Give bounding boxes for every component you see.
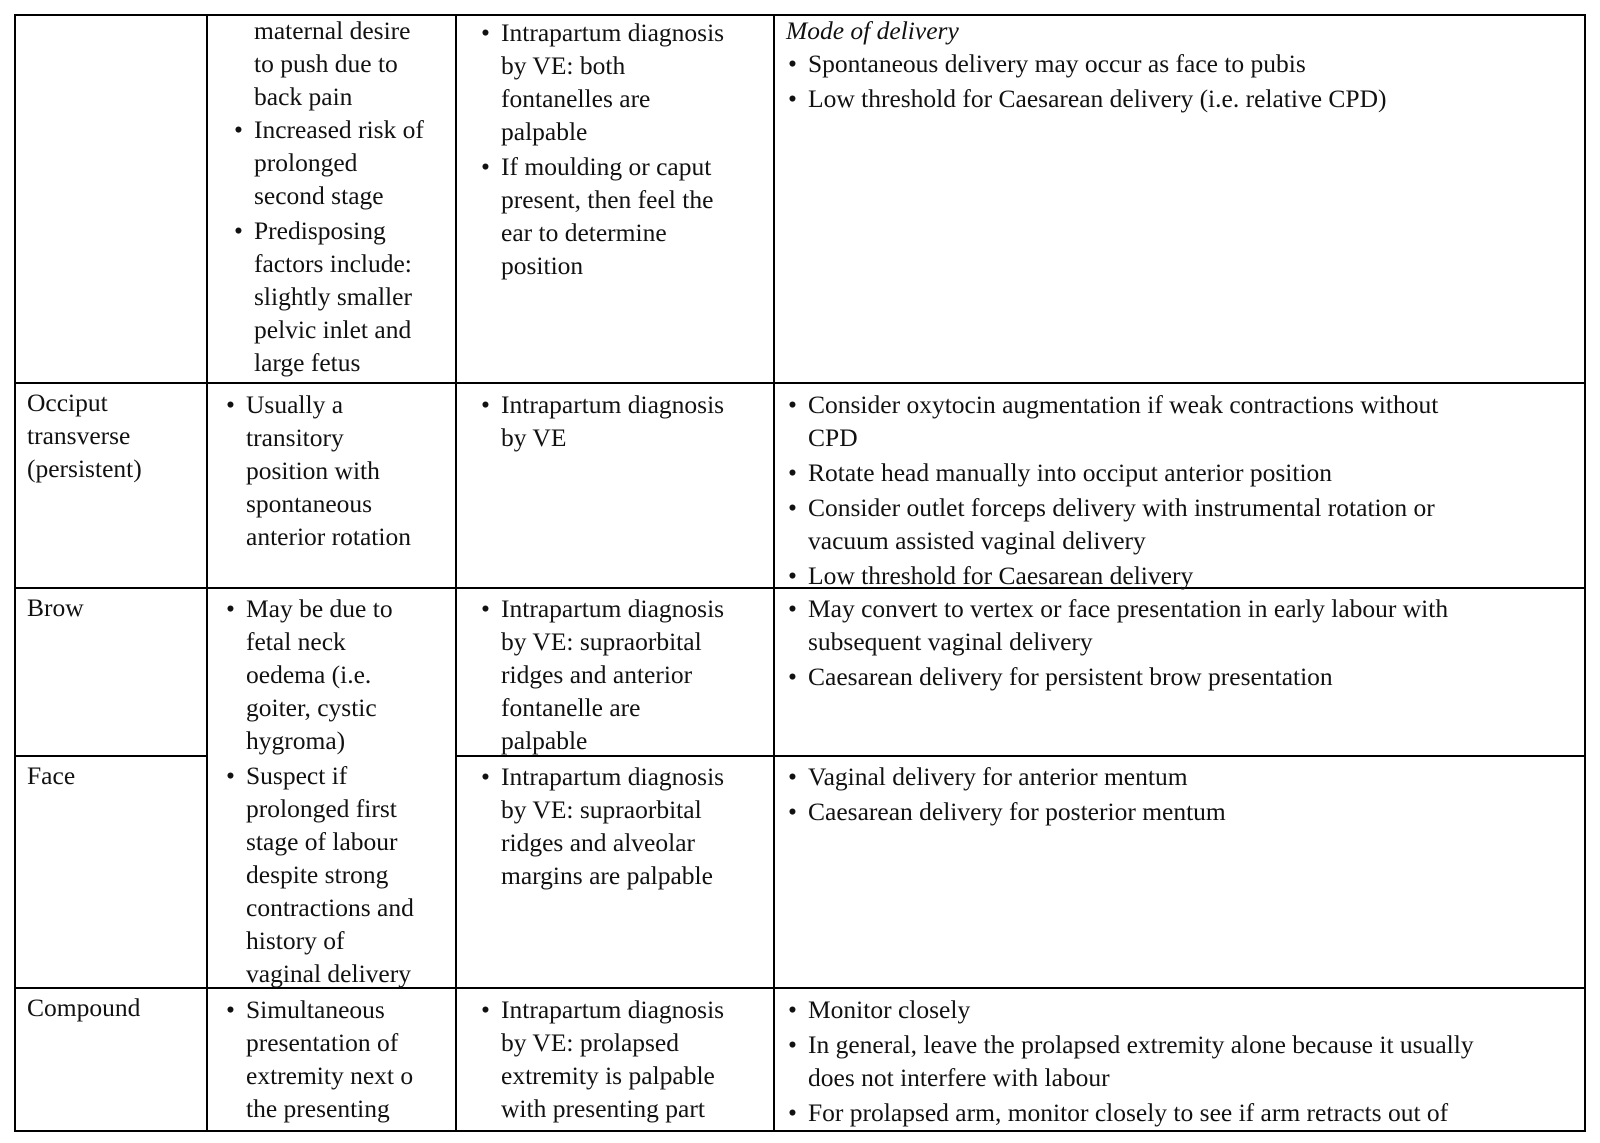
management-item: • Low threshold for Caesarean delivery (i.e. relative CPD) [786, 82, 1582, 115]
diagnosis-item: • Intrapartum diagnosis by VE: prolapsed extremity is palpable with presenting part [479, 993, 771, 1125]
diagnosis-item: • Intrapartum diagnosis by VE [479, 388, 771, 454]
mode-of-delivery-heading: Mode of delivery [786, 16, 959, 45]
features-continuation: maternal desire to push due to back pain [254, 16, 411, 111]
management-item: • Monitor closely [786, 993, 1582, 1026]
diagnosis-cell [479, 760, 771, 894]
management-item: • Spontaneous delivery may occur as face to pubis [786, 47, 1582, 80]
management-item: • Caesarean delivery for posterior mentum [786, 795, 1582, 828]
management-cell [786, 388, 1582, 594]
presentation-label: Brow [27, 593, 84, 622]
feature-item: • Increased risk of prolonged second stage [232, 113, 457, 212]
diagnosis-cell [479, 16, 771, 284]
diagnosis-item: • Intrapartum diagnosis by VE: supraorbital ridges and alveolar margins are palpable [479, 760, 771, 892]
management-item: • Consider oxytocin augmentation if weak contractions without CPD [786, 388, 1582, 454]
diagnosis-item: • If moulding or caput present, then feel the ear to determine position [479, 150, 771, 282]
features-cell [224, 993, 454, 1127]
feature-item: • Predisposing factors include: slightly smaller pelvic inlet and large fetus [232, 214, 457, 379]
feature-item: • Suspect if prolonged first stage of labour despite strong contractions and history of vaginal delivery [224, 759, 454, 990]
features-cell [224, 388, 454, 555]
management-cell [786, 993, 1582, 1131]
table-border-right [1584, 14, 1586, 1132]
management-item: • May convert to vertex or face presentation in early labour with subsequent vaginal delivery [786, 592, 1582, 658]
management-item: • Consider outlet forceps delivery with instrumental rotation or vacuum assisted vaginal delivery [786, 491, 1582, 557]
diagnosis-cell [479, 388, 771, 456]
management-item: • Low threshold for Caesarean delivery [786, 559, 1582, 592]
management-item: • Rotate head manually into occiput anterior position [786, 456, 1582, 489]
presentation-label: Compound [27, 993, 141, 1022]
row-divider [14, 382, 1586, 384]
management-cell [786, 14, 1582, 117]
management-cell [786, 760, 1582, 830]
management-item: • Caesarean delivery for persistent brow presentation [786, 660, 1582, 693]
column-divider [773, 14, 775, 1132]
management-item: • For prolapsed arm, monitor closely to see if arm retracts out of [786, 1096, 1582, 1129]
diagnosis-item: • Intrapartum diagnosis by VE: supraorbital ridges and anterior fontanelle are palpable [479, 592, 771, 757]
presentation-label: Face [27, 761, 76, 790]
presentation-label: Occiput transverse (persistent) [27, 388, 142, 483]
column-divider [206, 14, 208, 1132]
management-cell [786, 592, 1582, 695]
feature-item: • Usually a transitory position with spontaneous anterior rotation [224, 388, 454, 553]
diagnosis-cell [479, 993, 771, 1127]
feature-item: • Simultaneous presentation of extremity next o the presenting [224, 993, 454, 1125]
feature-item: • May be due to fetal neck oedema (i.e. goiter, cystic hygroma) [224, 592, 454, 757]
diagnosis-cell [479, 592, 771, 759]
malpresentation-table [14, 14, 1586, 1132]
management-item: • In general, leave the prolapsed extremity alone because it usually does not interfere with labour [786, 1028, 1582, 1094]
diagnosis-item: • Intrapartum diagnosis by VE: both fontanelles are palpable [479, 16, 771, 148]
management-item: • Vaginal delivery for anterior mentum [786, 760, 1582, 793]
features-cell [232, 14, 457, 381]
features-cell [224, 592, 454, 992]
table-border-left [14, 14, 16, 1132]
